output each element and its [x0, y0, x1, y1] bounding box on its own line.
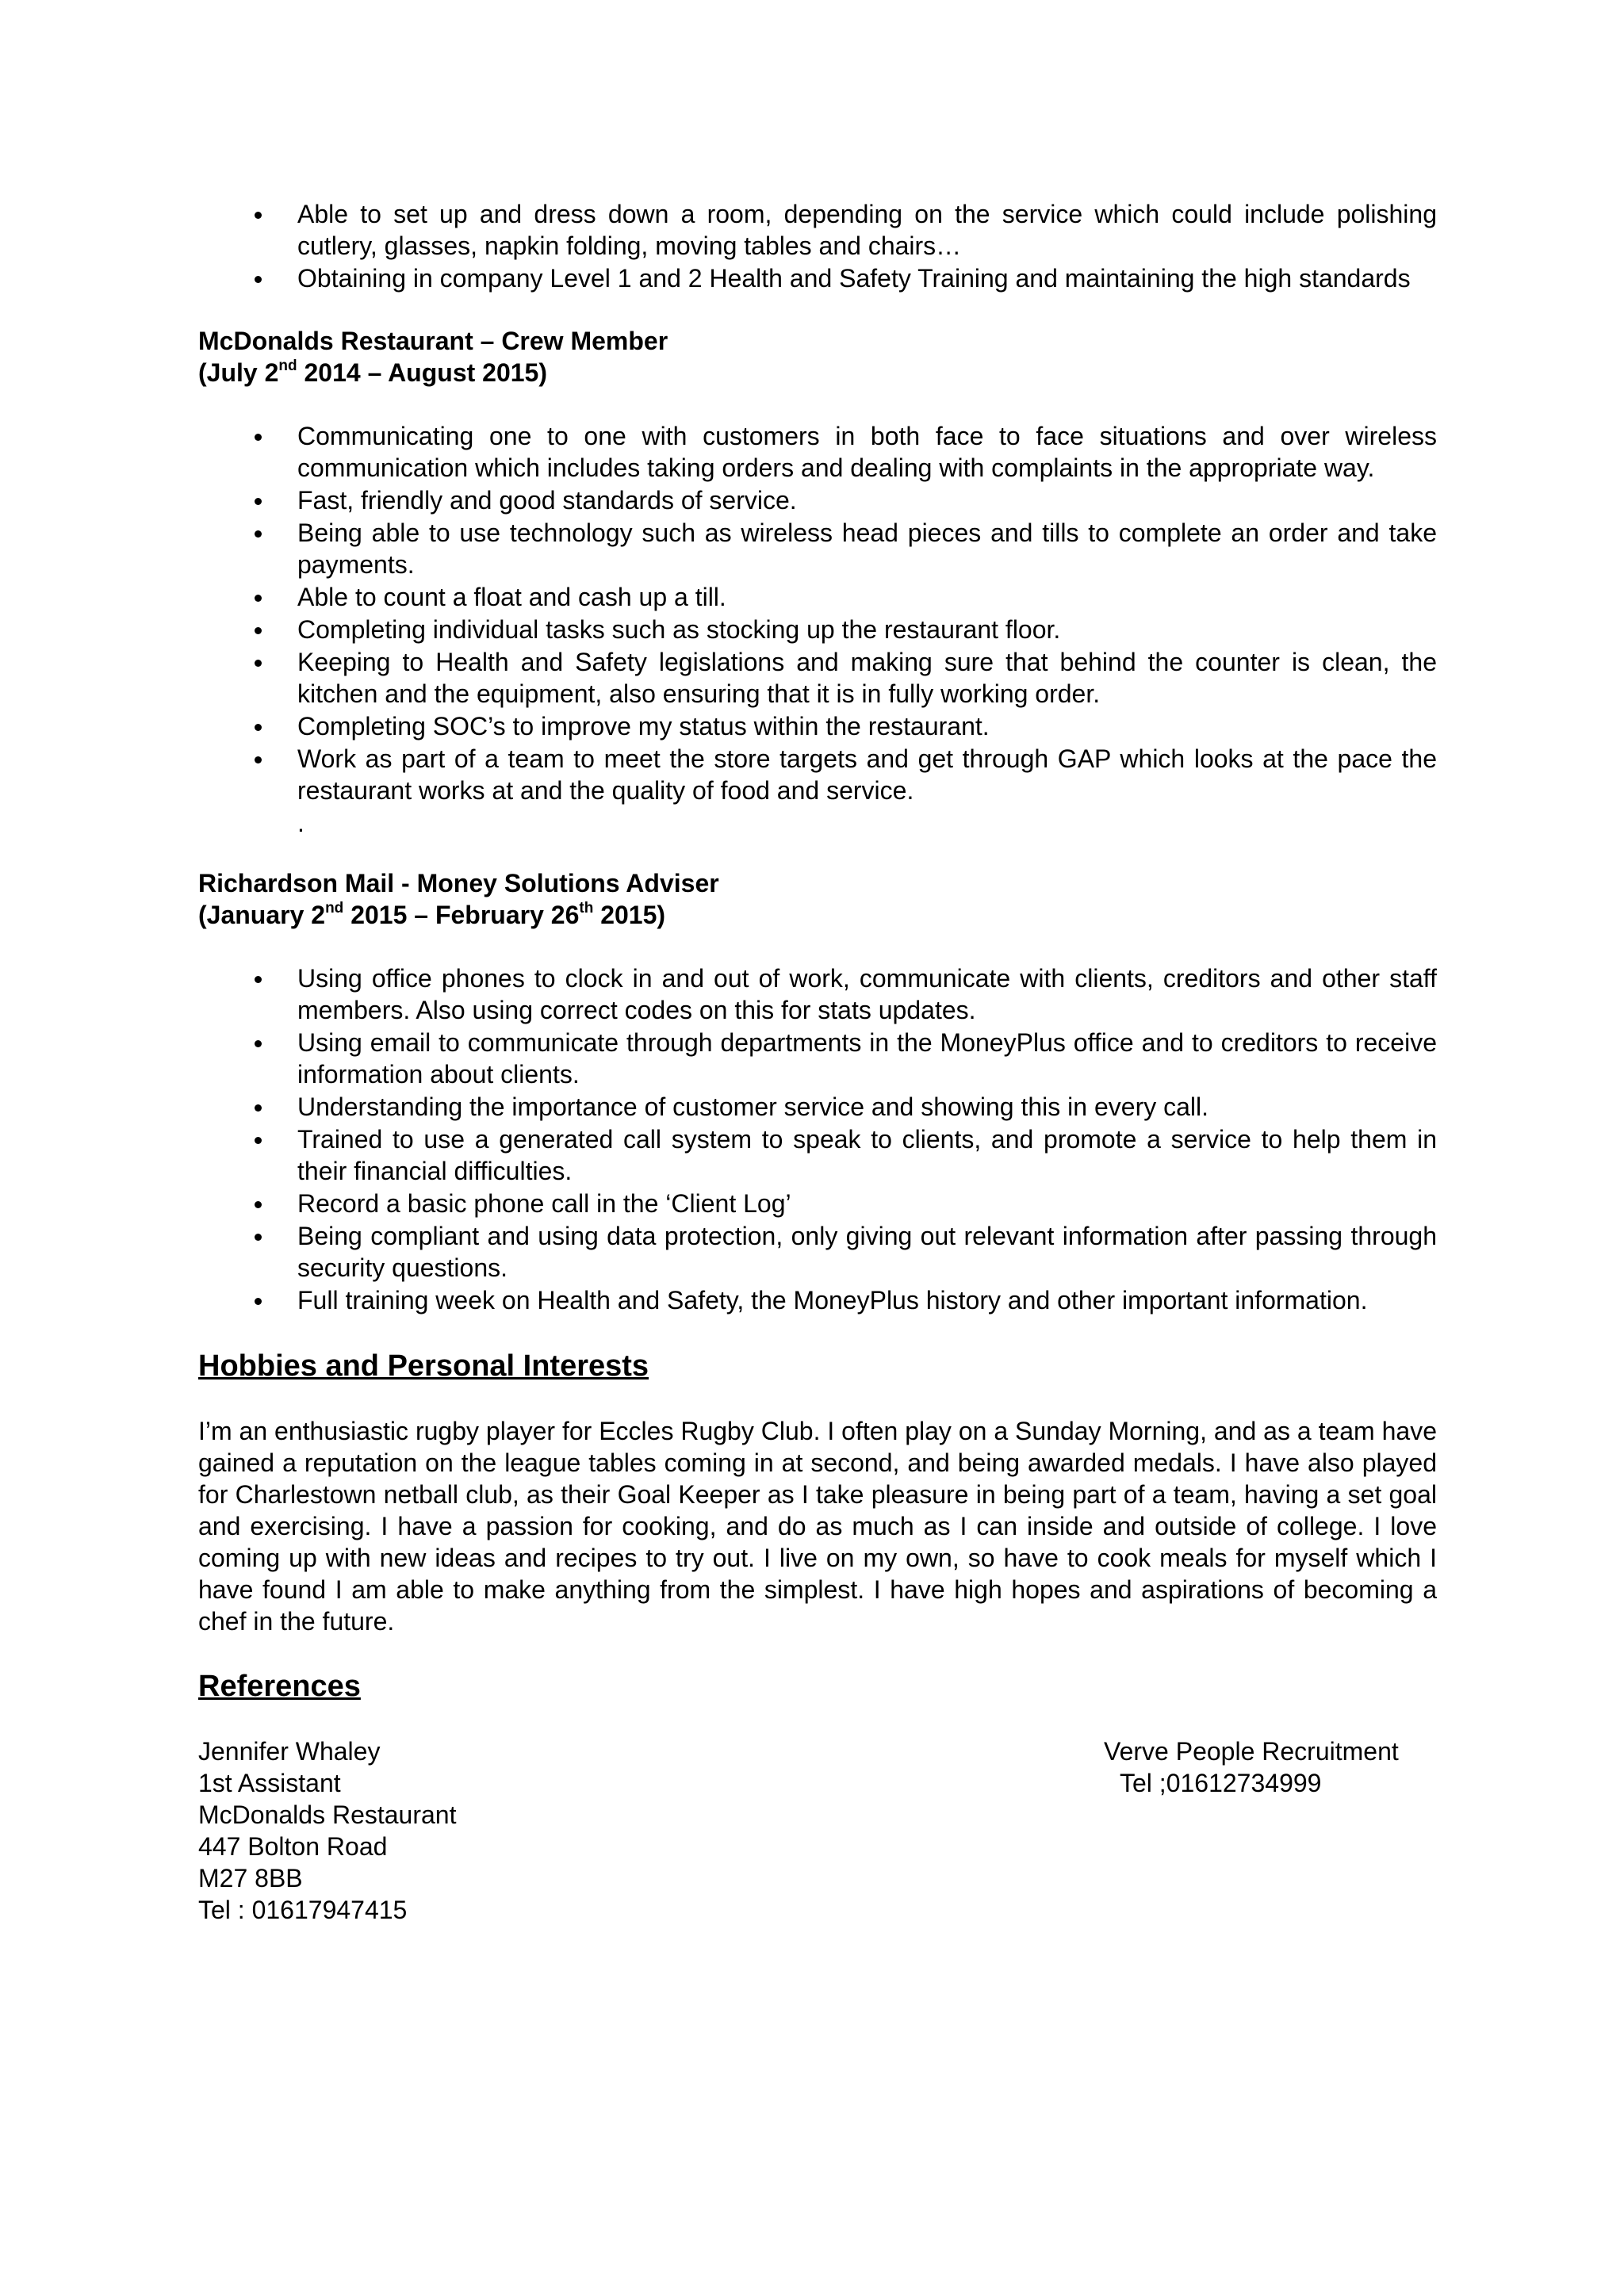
- job2-title: Richardson Mail - Money Solutions Adviser: [198, 869, 719, 897]
- bullet-icon: [255, 1040, 262, 1047]
- reference-phone: Tel : 01617947415: [198, 1896, 408, 1924]
- list-item: Obtaining in company Level 1 and 2 Health and Safety Training and maintaining the high standards: [198, 262, 1437, 294]
- cv-page: [198, 198, 1437, 1926]
- reference-street: 447 Bolton Road: [198, 1832, 388, 1861]
- bullet-icon: [255, 976, 262, 983]
- reference-agency: Verve People Recruitment: [1104, 1737, 1399, 1766]
- reference-right: [1104, 1735, 1399, 1799]
- bullet-icon: [255, 756, 262, 763]
- list-item: Understanding the importance of customer service and showing this in every call.: [198, 1091, 1437, 1123]
- trailing-period: .: [297, 809, 304, 837]
- top-bullet-list: [198, 198, 1437, 294]
- bullet-icon: [255, 1104, 262, 1112]
- hobbies-paragraph: I’m an enthusiastic rugby player for Eccles Rugby Club. I often play on a Sunday Morning, and as a team have gained a reputation on the league tables coming in at second, and being awarded medals. I have also played for Charlestown netball club, as their Goal Keeper as I take pleasure in being part of a team, having a set goal and exercising. I have a passion for cooking, and do as much as I can inside and outside of college. I love coming up with new ideas and recipes to try out. I live on my own, so have to cook meals for myself which I have found I am able to make anything from the simplest. I have high hopes and aspirations of becoming a chef in the future.: [198, 1417, 1437, 1636]
- list-item: Completing SOC’s to improve my status within the restaurant.: [198, 710, 1437, 742]
- list-item: Using email to communicate through departments in the MoneyPlus office and to creditors to receive information about clients.: [198, 1027, 1437, 1090]
- reference-role: 1st Assistant: [198, 1769, 341, 1797]
- bullet-icon: [255, 434, 262, 441]
- bullet-icon: [255, 498, 262, 505]
- list-item: Being able to use technology such as wireless head pieces and tills to complete an order and take payments.: [198, 517, 1437, 580]
- job1-title: McDonalds Restaurant – Crew Member: [198, 327, 668, 355]
- job2-bullet-list: [198, 962, 1437, 1316]
- reference-company: McDonalds Restaurant: [198, 1800, 457, 1829]
- reference-name: Jennifer Whaley: [198, 1737, 381, 1766]
- bullet-icon: [255, 1137, 262, 1144]
- bullet-icon: [255, 660, 262, 667]
- list-item: Being compliant and using data protection, only giving out relevant information after passing through security questions.: [198, 1220, 1437, 1284]
- bullet-icon: [255, 1234, 262, 1241]
- bullet-icon: [255, 627, 262, 634]
- list-item: Work as part of a team to meet the store targets and get through GAP which looks at the pace the restaurant works at and the quality of food and service.: [198, 743, 1437, 806]
- bullet-icon: [255, 1298, 262, 1305]
- bullet-icon: [255, 1201, 262, 1208]
- reference-postcode: M27 8BB: [198, 1864, 303, 1892]
- bullet-icon: [255, 276, 262, 283]
- job1-bullet-list: [198, 420, 1437, 806]
- list-item: Communicating one to one with customers in both face to face situations and over wireless communication which includes taking orders and dealing with complaints in the appropriate way.: [198, 420, 1437, 484]
- references-heading: References: [198, 1670, 361, 1703]
- reference-agency-phone: Tel ;01612734999: [1120, 1769, 1322, 1797]
- list-item: Able to set up and dress down a room, depending on the service which could include polishing cutlery, glasses, napkin folding, moving tables and chairs…: [198, 198, 1437, 262]
- list-item: Using office phones to clock in and out of work, communicate with clients, creditors and other staff members. Also using correct codes on this for stats updates.: [198, 962, 1437, 1026]
- hobbies-heading: Hobbies and Personal Interests: [198, 1349, 649, 1383]
- job2-dates: (January 2nd 2015 – February 26th 2015): [198, 900, 666, 929]
- list-item: Completing individual tasks such as stocking up the restaurant floor.: [198, 614, 1437, 645]
- list-item: Record a basic phone call in the ‘Client Log’: [198, 1188, 1437, 1219]
- list-item: Fast, friendly and good standards of service.: [198, 484, 1437, 516]
- bullet-icon: [255, 595, 262, 602]
- references-block: [198, 1735, 1437, 1926]
- list-item: Trained to use a generated call system to speak to clients, and promote a service to help them in their financial difficulties.: [198, 1123, 1437, 1187]
- bullet-icon: [255, 530, 262, 538]
- list-item: Keeping to Health and Safety legislations and making sure that behind the counter is clean, the kitchen and the equipment, also ensuring that it is in fully working order.: [198, 646, 1437, 710]
- list-item: Full training week on Health and Safety, the MoneyPlus history and other important information.: [198, 1284, 1437, 1316]
- bullet-icon: [255, 724, 262, 731]
- list-item: Able to count a float and cash up a till.: [198, 581, 1437, 613]
- job1-dates: (July 2nd 2014 – August 2015): [198, 358, 547, 387]
- bullet-icon: [255, 212, 262, 219]
